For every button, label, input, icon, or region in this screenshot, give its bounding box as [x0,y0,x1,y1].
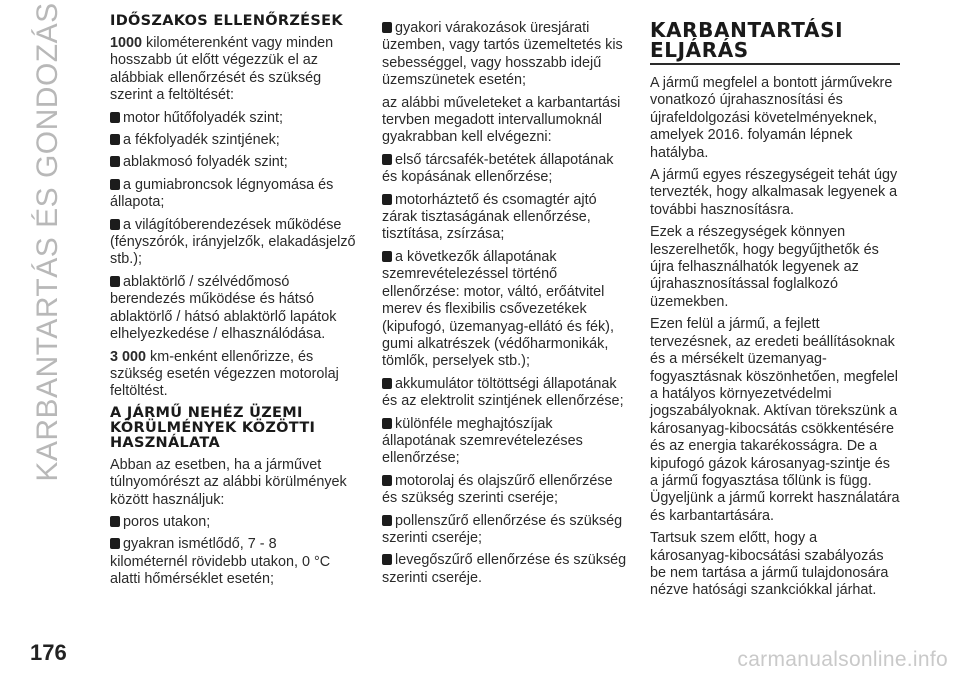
intro-number: 1000 [110,35,143,51]
oil-check-paragraph [110,349,358,401]
operation-item-text: pollenszűrő ellenőrzése és szükség szerinti cseréje; [382,512,623,546]
heading-maintenance-procedure: KARBANTARTÁSI ELJÁRÁS [650,20,900,65]
check-item [110,274,358,344]
checkbox-icon [110,156,120,167]
checkbox-icon [110,538,120,549]
operation-item-text: akkumulátor töltöttségi állapotának és az elektrolit szintjének ellenőrzése; [382,375,624,410]
condition-item [382,20,630,90]
heading-periodic-checks: IDŐSZAKOS ELLENŐRZÉSEK [110,13,343,29]
operation-item-text: különféle meghajtószíjak állapotának szemrevételezéses ellenőrzése; [382,415,583,467]
checkbox-icon [382,475,392,486]
paragraph: Ezen felül a jármű, a fejlett tervezésnek, az eredeti beállításoknak és a mérsékelt üzemanyag-fogyasztásnak köszönhetően, megfelel a hatályos környezetvédelmi jogszabályoknak. Aktívan törekszünk a károsanyag-kibocsátás csökkentésére és az energia takarékosságra. De a kipufogó gázok károsanyag-szintje és a jármű fogyasztása tőlünk is függ. Ügyeljünk a jármű korrekt használatára és karbantartására. [650,316,900,524]
operation-item [382,152,630,187]
column-3 [650,14,900,605]
oil-check-number: 3 000 [110,348,147,365]
oil-check-text: km-enként ellenőrizze, és szükség esetén végezzen motorolaj feltöltést. [110,348,339,400]
operation-item-text: a következők állapotának szemrevételezéssel történő ellenőrzése: motor, váltó, erőátvitel merev és flexibilis csővezetékek (kipufogó, üzemanyag-ellátó és fék), gumi alkatrészek (védőharmonikák, tömlők, perselyek stb.); [382,248,614,370]
check-item-text: a fékfolyadék szintjének; [123,132,280,149]
operation-item [382,473,630,508]
paragraph: A jármű egyes részegységeit tehát úgy tervezték, hogy alkalmasak legyenek a további hasznosításra. [650,167,898,218]
check-item-text: a világítóberendezések működése (fényszórók, irányjelzők, elakadásjelző stb.); [110,216,356,268]
severe-intro: Abban az esetben, ha a járművet túlnyomórészt az alábbi körülmények között használjuk: [110,456,347,508]
check-item [110,154,358,171]
checkbox-icon [110,516,120,527]
operations-intro: az alábbi műveleteket a karbantartási tervben megadott intervallumoknál gyakrabban kell elvégezni: [382,94,621,146]
column-2 [382,20,630,592]
intro-text: kilométerenként vagy minden hosszabb út előtt végezzük el az alábbiak ellenőrzését és szükség szerint a feltöltését: [110,35,334,104]
checkbox-icon [382,194,392,205]
checkbox-icon [110,134,120,145]
checkbox-icon [382,515,392,526]
checkbox-icon [382,378,392,389]
operation-item-text: levegőszűrő ellenőrzése és szükség szerinti cseréje. [382,552,627,586]
checkbox-icon [382,418,392,429]
operation-item [382,513,630,548]
operation-item [382,552,630,587]
intro-paragraph [110,35,358,105]
paragraph: Tartsuk szem előtt, hogy a károsanyag-kibocsátási szabályozás be nem tartása a jármű tulajdonosára nézve hatósági szankciókkal járhat. [650,530,889,599]
condition-item-text: gyakori várakozások üresjárati üzemben, vagy tartós üzemeltetés kis sebességgel, vagy hosszabb idejű üzemszünetek esetén; [382,20,623,89]
watermark: carmanualsonline.info [737,648,948,671]
check-item [110,132,358,149]
checkbox-icon [382,251,392,262]
checkbox-icon [110,112,120,123]
checkbox-icon [110,276,120,287]
page-number: 176 [30,640,67,665]
operation-item-text: motorháztető és csomagtér ajtó zárak tisztaságának ellenőrzése, tisztítása, zsírzása; [382,191,597,243]
condition-item-text: poros utakon; [123,513,211,530]
paragraph: Ezek a részegységek könnyen leszerelhetők, hogy begyűjthetők és újra felhasználhatók legyenek az újrahasznosítással foglalkozó üzemekben. [650,224,879,310]
check-item-text: ablaktörlő / szélvédőmosó berendezés működése és hátsó ablaktörlő / hátsó ablaktörlő lapátok elhelyezkedése / elhasználódása. [110,273,337,343]
operation-item [382,416,630,468]
column-1 [110,14,358,594]
side-section-title-text: KARBANTARTÁS ÉS GONDOZÁS [31,2,64,482]
check-item [110,217,358,269]
check-item-text: motor hűtőfolyadék szint; [123,109,283,126]
operation-item [382,376,630,411]
checkbox-icon [110,179,120,190]
checkbox-icon [110,219,120,230]
operation-item [382,192,630,244]
checkbox-icon [382,22,392,33]
condition-item [110,514,358,531]
heading-severe-conditions: A JÁRMŰ NEHÉZ ÜZEMI KÖRÜLMÉNYEK KÖZÖTTI HASZNÁLATA [110,404,316,451]
check-item-text: a gumiabroncsok légnyomása és állapota; [110,176,334,211]
checkbox-icon [382,154,392,165]
condition-item [110,536,358,588]
check-item [110,177,358,212]
operation-item-text: motorolaj és olajszűrő ellenőrzése és szükség szerinti cseréje; [382,472,613,507]
condition-item-text: gyakran ismétlődő, 7 - 8 kilométernél rövidebb utakon, 0 °C alatti hőmérséklet esetén; [110,536,331,588]
checkbox-icon [382,554,392,565]
operation-item [382,249,630,371]
operation-item-text: első tárcsafék-betétek állapotának és kopásának ellenőrzése; [382,151,614,186]
check-item-text: ablakmosó folyadék szint; [123,154,288,171]
check-item [110,110,358,127]
paragraph: A jármű megfelel a bontott járművekre vonatkozó újrahasznosítási és újrafeldolgozási követelményeknek, amelyek 2016. folyamán lépnek hatályba. [650,75,893,161]
side-section-title [18,2,78,482]
